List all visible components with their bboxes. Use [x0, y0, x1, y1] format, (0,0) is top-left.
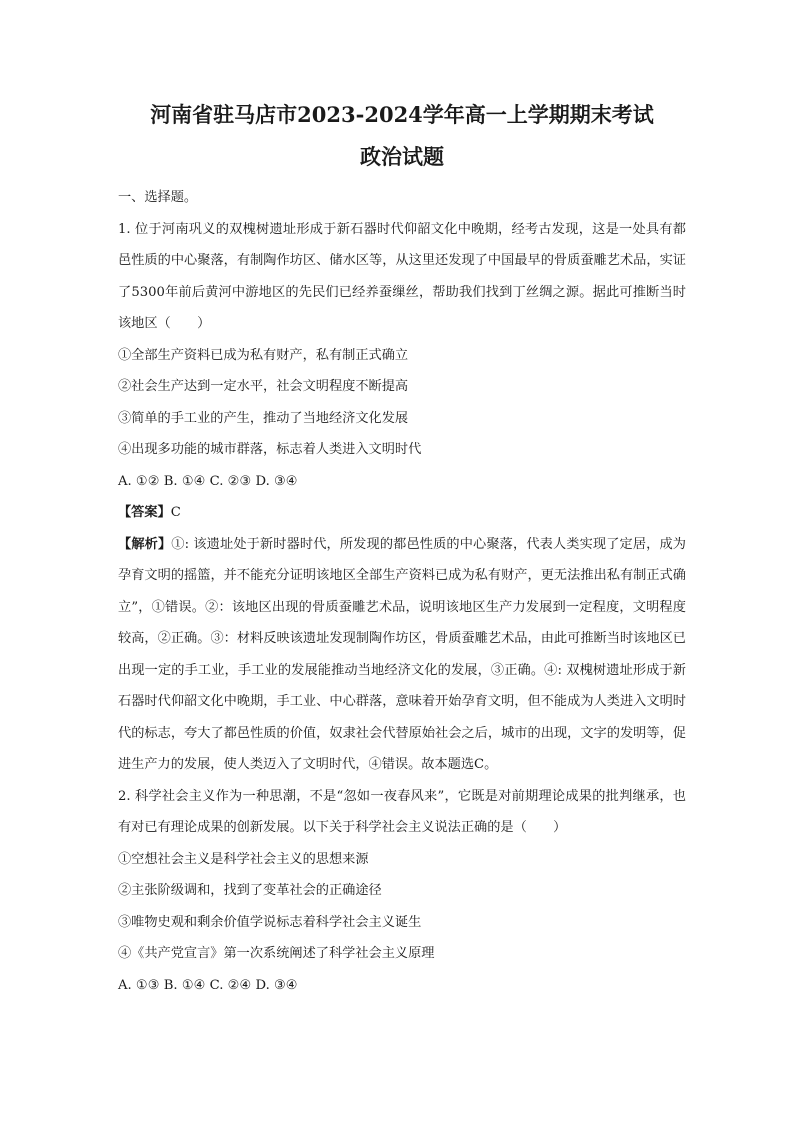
question-1-option-2: ②社会生产达到一定水平，社会文明程度不断提高 — [118, 379, 409, 394]
question-1-choices: A. ①② B. ①④ C. ②③ D. ③④ — [118, 473, 298, 489]
analysis-label: 【解析】 — [118, 536, 172, 552]
question-2-option-1: ①空想社会主义是科学社会主义的思想来源 — [118, 851, 369, 867]
page-title: 河南省驻马店市2023-2024学年高一上学期期末考试 — [150, 102, 654, 127]
question-1-stem: 1. 位于河南巩义的双槐树遗址形成于新石器时代仰韶文化中晚期，经考古发现，这是一处具有都邑性质的中心聚落，有制陶作坊区、储水区等，从这里还发现了中国最早的骨质蚕雕艺术品，实证了5300年前后黄河中游地区的先民们已经养蚕缫丝，帮助我们找到丁丝绸之源。据此可推断当时该地区（ ） — [118, 221, 686, 331]
question-1-analysis — [118, 529, 686, 781]
question-1-option-4: ④出现多功能的城市群落，标志着人类进入文明时代 — [118, 442, 422, 457]
question-1-option-1: ①全部生产资料已成为私有财产，私有制正式确立 — [118, 347, 409, 363]
answer-value: C — [170, 505, 181, 520]
question-2-option-4: ④《共产党宣言》第一次系统阐述了科学社会主义原理 — [118, 946, 435, 961]
question-2-stem: 2. 科学社会主义作为一种思潮，不是“忽如一夜春风来”，它既是对前期理论成果的批判继承，也有对已有理论成果的创新发展。以下关于科学社会主义说法正确的是（ ） — [118, 788, 686, 835]
question-1-option-3: ③简单的手工业的产生，推动了当地经济文化发展 — [118, 410, 409, 426]
answer-label: 【答案】 — [118, 505, 171, 520]
question-1-answer — [118, 497, 686, 529]
question-2-choices: A. ①③ B. ①④ C. ②④ D. ③④ — [118, 977, 298, 993]
page-subtitle: 政治试题 — [360, 144, 444, 169]
analysis-text: ①: 该遗址处于新时器时代，所发现的都邑性质的中心聚落，代表人类实现了定居，成为孕育文明的摇篮，并不能充分证明该地区全部生产资料已成为私有财产，更无法推出私有制正式确立”，①错误。②：该地区出现的骨质蚕雕艺术品，说明该地区生产力发展到一定程度，文明程度较高，②正确。③：材料反映该遗址发现制陶作坊区，骨质蚕雕艺术品，由此可推断当时该地区已出现一定的手工业，手工业的发展能推动当地经济文化的发展，③正确。④: 双槐树遗址形成于新石器时代仰韶文化中晚期，手工业、中心群落，意味着开始孕育文明，但不能成为人类进入文明时代的标志，夸大了都邑性质的价值，奴隶社会代替原始社会之后，城市的出现，文字的发明等，促进生产力的发展，使人类迈入了文明时代，④错误。故本题选C。 — [118, 536, 686, 772]
question-2-option-2: ②主张阶级调和，找到了变革社会的正确途径 — [118, 883, 382, 898]
document-content — [118, 100, 686, 1001]
section-heading: 一、选择题。 — [118, 190, 198, 205]
question-2-option-3: ③唯物史观和剩余价值学说标志着科学社会主义诞生 — [118, 914, 422, 930]
